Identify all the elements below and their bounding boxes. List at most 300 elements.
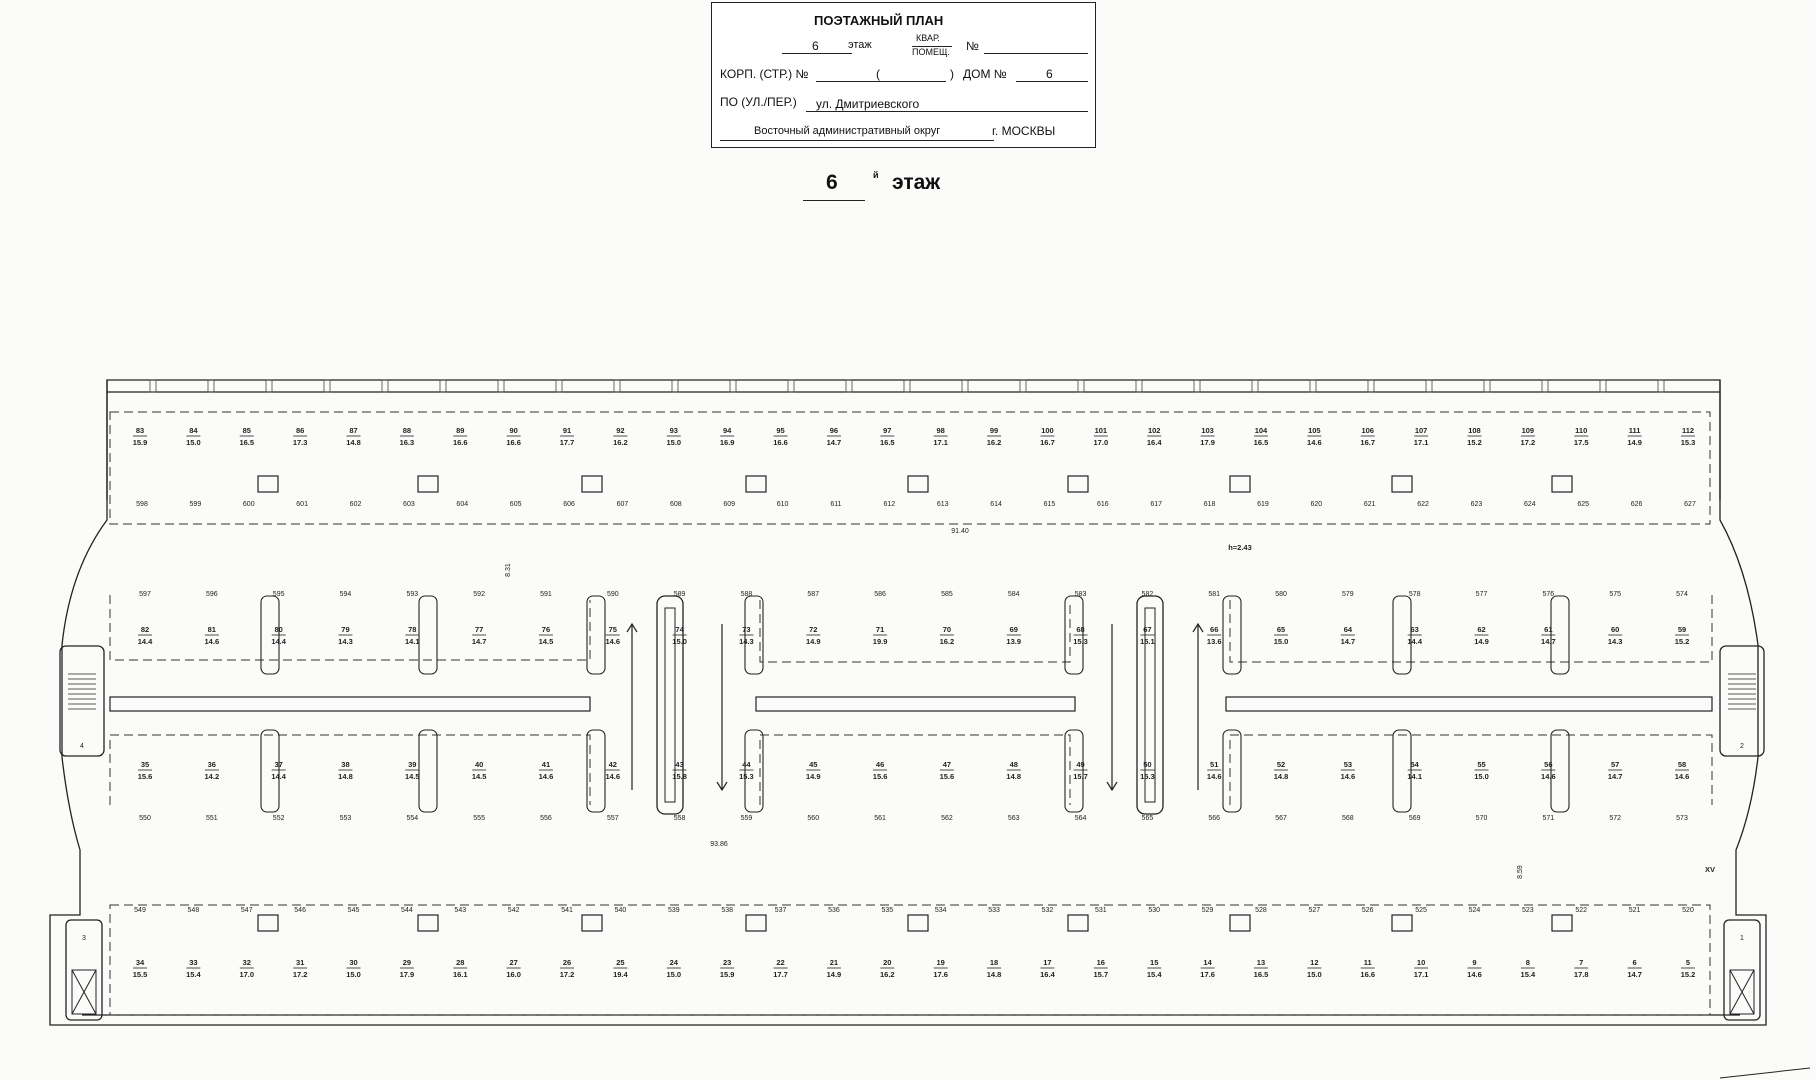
room-number: 571 [1542,815,1555,822]
pillar [1065,730,1083,812]
spot-area: 15.2 [1467,438,1482,447]
spot-area: 14.6 [538,772,554,781]
column [1068,915,1088,931]
room-number: 570 [1475,815,1488,822]
column [418,476,438,492]
spot-number: 83 [135,426,145,435]
room-number: 531 [1094,907,1107,914]
spot-number: 46 [875,760,885,769]
spot-number: 48 [1009,760,1018,769]
wall-tick [1136,380,1142,392]
floor-word: этаж [892,171,941,194]
pillar [261,730,279,812]
room-number: 598 [136,501,148,508]
number-sign: № [966,39,979,53]
top-wall [107,380,1720,392]
spot-number: 88 [402,426,412,435]
room-number: 560 [807,815,820,822]
pillar [1551,730,1569,812]
wall-tick [1252,380,1258,392]
spot-area: 15.6 [939,772,955,781]
room-number: 577 [1475,591,1488,598]
room-number: 580 [1275,591,1287,598]
spot-area: 17.5 [1573,438,1589,447]
room-number: 549 [134,907,146,914]
wall-tick [498,380,504,392]
spot-number: 72 [809,625,818,634]
spot-area: 17.7 [559,438,575,447]
room-number: 553 [339,815,352,822]
korp-label: КОРП. (СТР.) № [720,67,809,81]
column [258,915,278,931]
column [582,476,602,492]
spot-area: 19.9 [872,637,888,646]
street-value: ул. Дмитриевского [816,97,920,111]
spot-area: 16.5 [1253,438,1269,447]
spot-number: 55 [1477,760,1486,769]
spot-number: 64 [1343,625,1353,634]
room-number: 596 [205,591,218,598]
spot-area: 15.3 [1140,772,1155,781]
room-number: 606 [563,501,575,508]
room-number: 555 [473,815,485,822]
room-number: 604 [456,501,469,508]
spot-area: 14.6 [605,772,621,781]
room-number: 578 [1408,591,1421,598]
column [1552,476,1572,492]
spot-area: 15.0 [186,438,201,447]
spot-area: 13.9 [1006,637,1022,646]
spot-area: 15.4 [186,970,201,979]
spot-number: 6 [1632,958,1637,967]
wall-tick [1426,380,1432,392]
spot-number: 85 [242,426,251,435]
spot-area: 15.0 [666,438,682,447]
spot-area: 16.0 [506,970,521,979]
spot-number: 106 [1361,426,1374,435]
spot-area: 17.6 [933,970,948,979]
corridor-bar [1226,697,1712,711]
room-number: 611 [830,501,842,508]
room-number: 520 [1682,907,1694,914]
spot-number: 109 [1521,426,1535,435]
column [1230,915,1250,931]
spot-number: 21 [829,958,839,967]
room-number: 568 [1342,815,1354,822]
dimension-width: 91.40 [951,528,969,535]
spot-number: 14 [1203,958,1212,967]
spot-number: 99 [989,426,999,435]
spot-area: 14.4 [137,637,153,646]
column [1392,476,1412,492]
room-number: 550 [139,815,151,822]
room-number: 617 [1150,501,1163,508]
spot-number: 98 [936,426,945,435]
floor-suffix: й [873,170,879,180]
column [1068,476,1088,492]
spot-area: 16.6 [452,438,468,447]
corridor-bar [110,697,590,711]
spot-area: 16.6 [506,438,521,447]
spot-number: 66 [1210,625,1219,634]
spot-number: 34 [135,958,145,967]
spot-number: 107 [1414,426,1428,435]
column [1230,476,1250,492]
spot-area: 14.8 [346,438,361,447]
spot-area: 14.6 [1674,772,1690,781]
room-number: 582 [1141,591,1154,598]
spot-area: 14.6 [1307,438,1322,447]
spot-number: 9 [1472,958,1477,967]
room-number: 536 [828,907,840,914]
room-number: 558 [673,815,686,822]
room-number: 530 [1148,907,1161,914]
spot-number: 60 [1611,625,1620,634]
spot-area: 16.4 [1146,438,1162,447]
spot-number: 65 [1276,625,1286,634]
spot-number: 10 [1416,958,1426,967]
spot-number: 87 [349,426,358,435]
room-number: 529 [1201,907,1214,914]
spot-area: 16.5 [880,438,895,447]
spot-number: 52 [1276,760,1286,769]
column [418,915,438,931]
floor-label: этаж [848,39,872,51]
spot-number: 42 [608,760,617,769]
room-number: 613 [936,501,949,508]
spot-number: 95 [776,426,785,435]
wall-tick [1600,380,1606,392]
spot-number: 30 [349,958,358,967]
spot-number: 96 [829,426,839,435]
spot-area: 17.2 [559,970,575,979]
spot-number: 53 [1343,760,1353,769]
spot-area: 16.5 [239,438,255,447]
spot-number: 67 [1143,625,1152,634]
edge-line [1720,1068,1810,1078]
axis-marker: XV [1704,865,1716,874]
room-number: 615 [1043,501,1056,508]
room-number: 590 [606,591,619,598]
plan-title: ПОЭТАЖНЫЙ ПЛАН [814,13,944,28]
spot-number: 49 [1076,760,1085,769]
wall-tick [1368,380,1374,392]
room-number: 605 [509,501,522,508]
pillar [1223,730,1241,812]
wall-tick [440,380,446,392]
spot-area: 16.2 [880,970,895,979]
spot-number: 5 [1685,958,1691,967]
city: г. МОСКВЫ [992,124,1056,138]
room-number: 566 [1208,815,1221,822]
room-number: 526 [1361,907,1374,914]
room-number: 540 [614,907,627,914]
room-number: 625 [1577,501,1590,508]
room-number: 579 [1342,591,1354,598]
spot-area: 16.2 [986,438,1002,447]
spot-number: 70 [942,625,952,634]
room-number: 534 [934,907,947,914]
spot-area: 15.3 [1073,637,1088,646]
spot-area: 14.7 [826,438,842,447]
room-number: 587 [807,591,820,598]
room-number: 548 [187,907,200,914]
spot-area: 14.9 [1474,637,1489,646]
spot-number: 69 [1009,625,1018,634]
spot-number: 58 [1677,760,1687,769]
spot-area: 17.7 [773,970,788,979]
spot-area: 15.9 [719,970,735,979]
spot-number: 39 [408,760,417,769]
spot-number: 57 [1611,760,1620,769]
room-number: 621 [1363,501,1376,508]
room-number: 583 [1074,591,1087,598]
spot-area: 14.8 [1006,772,1022,781]
spot-area: 14.8 [986,970,1002,979]
pomesch-label: ПОМЕЩ. [912,47,950,57]
room-number: 622 [1417,501,1429,508]
spot-number: 86 [295,426,305,435]
room-number: 567 [1275,815,1287,822]
room-number: 543 [454,907,467,914]
street-label: ПО (УЛ./ПЕР.) [720,95,797,109]
lift-3-label: 3 [82,935,86,942]
room-number: 591 [540,591,552,598]
room-number: 539 [667,907,680,914]
room-number: 533 [988,907,1000,914]
lift-cross [72,970,96,1014]
column [1552,915,1572,931]
spot-number: 44 [742,760,751,769]
spot-number: 20 [883,958,892,967]
spot-number: 89 [456,426,465,435]
spot-number: 108 [1468,426,1481,435]
spot-number: 103 [1201,426,1214,435]
spot-area: 17.1 [1413,438,1429,447]
room-number: 532 [1041,907,1054,914]
spot-number: 8 [1525,958,1530,967]
spot-area: 15.7 [1093,970,1109,979]
spot-number: 78 [408,625,417,634]
pillar [419,596,437,674]
spot-area: 14.5 [471,772,487,781]
wall-tick [1078,380,1084,392]
spot-number: 16 [1096,958,1105,967]
spot-area: 15.0 [672,637,687,646]
column [908,915,928,931]
spot-area: 14.6 [605,637,621,646]
room-number: 599 [189,501,202,508]
spot-area: 17.9 [399,970,415,979]
corridor-bar [756,697,1075,711]
room-number: 535 [881,907,894,914]
spot-number: 33 [189,958,198,967]
spot-area: 14.1 [404,637,420,646]
spot-number: 28 [456,958,465,967]
room-number: 589 [673,591,686,598]
spot-area: 16.1 [452,970,468,979]
spot-area: 15.1 [1140,637,1155,646]
spot-number: 97 [883,426,892,435]
room-number: 624 [1524,501,1536,508]
spot-number: 11 [1363,958,1372,967]
room-number: 523 [1522,907,1534,914]
room-number: 524 [1468,907,1481,914]
spot-area: 14.9 [805,772,821,781]
spot-area: 16.9 [719,438,735,447]
room-number: 547 [240,907,253,914]
spot-number: 73 [742,625,751,634]
room-number: 561 [874,815,886,822]
paren-open: ( [876,67,880,81]
spot-number: 25 [616,958,625,967]
wall-tick [1020,380,1026,392]
lift-1-label: 1 [1740,935,1744,942]
wall-tick [904,380,910,392]
stair-2-label: 2 [1740,743,1744,750]
spot-area: 14.2 [204,772,220,781]
column [258,476,278,492]
wall-tick [672,380,678,392]
wall-tick [962,380,968,392]
spot-number: 22 [776,958,785,967]
spot-number: 100 [1041,426,1054,435]
room-number: 586 [874,591,886,598]
paren-close: ) [950,67,954,81]
room-number: 541 [561,907,573,914]
spot-number: 111 [1628,426,1641,435]
room-number: 559 [740,815,753,822]
spot-area: 15.6 [137,772,153,781]
spot-area: 14.1 [1407,772,1423,781]
room-number: 588 [740,591,753,598]
spot-number: 47 [942,760,952,769]
wall-tick [1658,380,1664,392]
room-number: 552 [272,815,285,822]
spot-number: 82 [140,625,150,634]
room-number: 593 [406,591,419,598]
room-number: 616 [1096,501,1109,508]
room-number: 569 [1408,815,1421,822]
spot-area: 19.4 [613,970,628,979]
wall-tick [208,380,214,392]
room-number: 544 [401,907,413,914]
room-number: 608 [669,501,682,508]
spot-area: 16.7 [1040,438,1055,447]
spot-number: 12 [1310,958,1319,967]
room-number: 627 [1684,501,1696,508]
spot-area: 14.5 [404,772,420,781]
spot-number: 32 [242,958,251,967]
spot-area: 14.8 [1273,772,1289,781]
spot-number: 84 [189,426,198,435]
spot-area: 17.2 [1520,438,1536,447]
spot-number: 92 [616,426,625,435]
spot-area: 14.3 [739,637,754,646]
spot-area: 14.4 [1407,637,1423,646]
lift-cross [1730,970,1754,1014]
spot-number: 17 [1043,958,1052,967]
pillar [587,596,605,674]
spot-number: 45 [809,760,818,769]
wall-tick [266,380,272,392]
dom-value: 6 [1046,67,1053,81]
room-number: 564 [1074,815,1087,822]
dimension-length: 93.86 [710,841,728,848]
wall-tick [1484,380,1490,392]
wall-tick [1310,380,1316,392]
spot-area: 17.0 [1093,438,1109,447]
pillar [419,730,437,812]
wall-tick [614,380,620,392]
spot-area: 15.3 [1680,438,1696,447]
spot-area: 16.5 [1253,970,1269,979]
room-number: 603 [403,501,415,508]
room-number: 592 [473,591,485,598]
pillar [1393,730,1411,812]
spot-area: 15.0 [1307,970,1322,979]
spot-number: 18 [989,958,999,967]
spot-area: 14.7 [1607,772,1623,781]
spot-area: 14.6 [1340,772,1356,781]
room-number: 600 [242,501,255,508]
dom-label: ДОМ № [963,67,1007,81]
floor-number: 6 [826,171,838,194]
spot-area: 15.2 [1674,637,1690,646]
spot-area: 17.3 [292,438,308,447]
spot-area: 13.6 [1206,637,1222,646]
room-number: 576 [1542,591,1555,598]
spot-area: 14.4 [271,637,286,646]
spot-number: 93 [669,426,678,435]
stair-4 [60,646,104,756]
spot-area: 15.2 [1680,970,1696,979]
spot-number: 61 [1544,625,1553,634]
room-number: 574 [1676,591,1688,598]
spot-number: 15 [1150,958,1159,967]
spot-number: 27 [509,958,518,967]
spot-area: 14.7 [471,637,487,646]
spot-number: 7 [1579,958,1584,967]
spot-area: 15.0 [666,970,682,979]
spot-number: 23 [723,958,732,967]
spot-area: 16.7 [1360,438,1376,447]
spot-area: 16.4 [1040,970,1055,979]
room-number: 542 [507,907,520,914]
spot-area: 17.1 [933,438,948,447]
spot-number: 90 [509,426,518,435]
spot-number: 51 [1210,760,1219,769]
spot-number: 105 [1308,426,1321,435]
spot-area: 15.0 [1474,772,1489,781]
spot-area: 14.9 [826,970,842,979]
wall-tick [324,380,330,392]
spot-number: 36 [207,760,216,769]
wall-tick [382,380,388,392]
room-number: 585 [941,591,953,598]
spot-number: 35 [140,760,150,769]
room-number: 551 [205,815,218,822]
spot-area: 17.6 [1200,970,1215,979]
spot-area: 15.4 [1520,970,1536,979]
floor-value: 6 [812,39,819,53]
spot-number: 81 [207,625,216,634]
spot-number: 13 [1256,958,1266,967]
room-number: 610 [776,501,789,508]
spot-area: 16.2 [613,438,628,447]
spot-area: 15.5 [132,970,148,979]
room-number: 609 [723,501,736,508]
